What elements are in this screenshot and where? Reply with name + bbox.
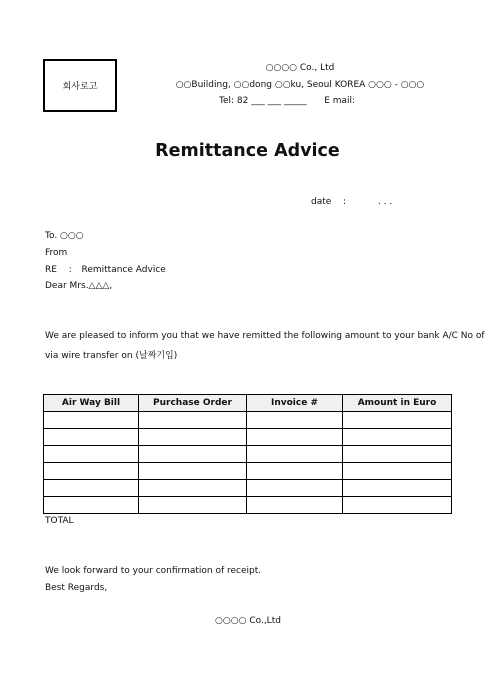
signature-company: ○○○○ Co.,Ltd bbox=[215, 616, 281, 626]
table-row bbox=[44, 463, 452, 480]
table-cell[interactable] bbox=[139, 480, 247, 497]
remittance-table bbox=[43, 394, 452, 514]
table-row bbox=[44, 497, 452, 514]
company-address: ○○Building, ○○dong ○○ku, Seoul KOREA ○○○ - ○○○ bbox=[175, 80, 425, 90]
table-cell[interactable] bbox=[44, 463, 139, 480]
table-cell[interactable] bbox=[44, 497, 139, 514]
re-colon: : bbox=[68, 265, 72, 275]
table-cell[interactable] bbox=[44, 446, 139, 463]
logo-text: 회사로고 bbox=[62, 82, 98, 92]
table-cell[interactable] bbox=[343, 497, 452, 514]
header-amount-euro: Amount in Euro bbox=[343, 395, 452, 412]
re-line bbox=[45, 265, 166, 275]
re-label: RE bbox=[45, 265, 57, 275]
table-cell[interactable] bbox=[139, 497, 247, 514]
re-value: Remittance Advice bbox=[81, 265, 166, 275]
table-row bbox=[44, 480, 452, 497]
table-row bbox=[44, 429, 452, 446]
company-name: ○○○○ Co., Ltd bbox=[265, 63, 335, 73]
table-cell[interactable] bbox=[44, 480, 139, 497]
table-cell[interactable] bbox=[247, 412, 343, 429]
table-cell[interactable] bbox=[247, 463, 343, 480]
header-purchase-order: Purchase Order bbox=[139, 395, 247, 412]
tel-blanks: ___ ___ _____ bbox=[251, 96, 307, 106]
total-label: TOTAL bbox=[45, 516, 74, 526]
tel-label: Tel: 82 bbox=[219, 96, 249, 106]
date-line bbox=[311, 197, 392, 207]
table-cell[interactable] bbox=[139, 446, 247, 463]
header-air-way-bill: Air Way Bill bbox=[44, 395, 139, 412]
table-cell[interactable] bbox=[247, 446, 343, 463]
company-logo-placeholder bbox=[43, 59, 117, 112]
table-cell[interactable] bbox=[343, 446, 452, 463]
body-line-2: via wire transfer on (날짜기입) bbox=[45, 351, 178, 361]
table-cell[interactable] bbox=[343, 429, 452, 446]
closing-line-2: Best Regards, bbox=[45, 583, 108, 593]
table-cell[interactable] bbox=[247, 429, 343, 446]
table-cell[interactable] bbox=[139, 412, 247, 429]
company-contact bbox=[219, 96, 355, 106]
to-line: To. ○○○ bbox=[45, 231, 84, 241]
email-label: E mail: bbox=[324, 96, 356, 106]
table-header-row bbox=[44, 395, 452, 412]
header-invoice: Invoice # bbox=[247, 395, 343, 412]
table-cell[interactable] bbox=[343, 412, 452, 429]
from-line: From bbox=[45, 248, 68, 258]
table-cell[interactable] bbox=[343, 463, 452, 480]
table-cell[interactable] bbox=[343, 480, 452, 497]
table-cell[interactable] bbox=[139, 429, 247, 446]
document-title: Remittance Advice bbox=[155, 141, 340, 161]
date-label: date bbox=[311, 197, 332, 207]
body-line-1: We are pleased to inform you that we have remitted the following amount to your bank A/C No of bbox=[45, 331, 485, 341]
table-cell[interactable] bbox=[44, 429, 139, 446]
closing-line-1: We look forward to your confirmation of receipt. bbox=[45, 566, 262, 576]
table-cell[interactable] bbox=[247, 497, 343, 514]
table-row bbox=[44, 446, 452, 463]
table-row bbox=[44, 412, 452, 429]
dear-line: Dear Mrs.△△△, bbox=[45, 281, 113, 291]
table-cell[interactable] bbox=[44, 412, 139, 429]
date-dots: . . . bbox=[377, 197, 393, 207]
table-cell[interactable] bbox=[139, 463, 247, 480]
date-colon: : bbox=[343, 197, 347, 207]
table-cell[interactable] bbox=[247, 480, 343, 497]
